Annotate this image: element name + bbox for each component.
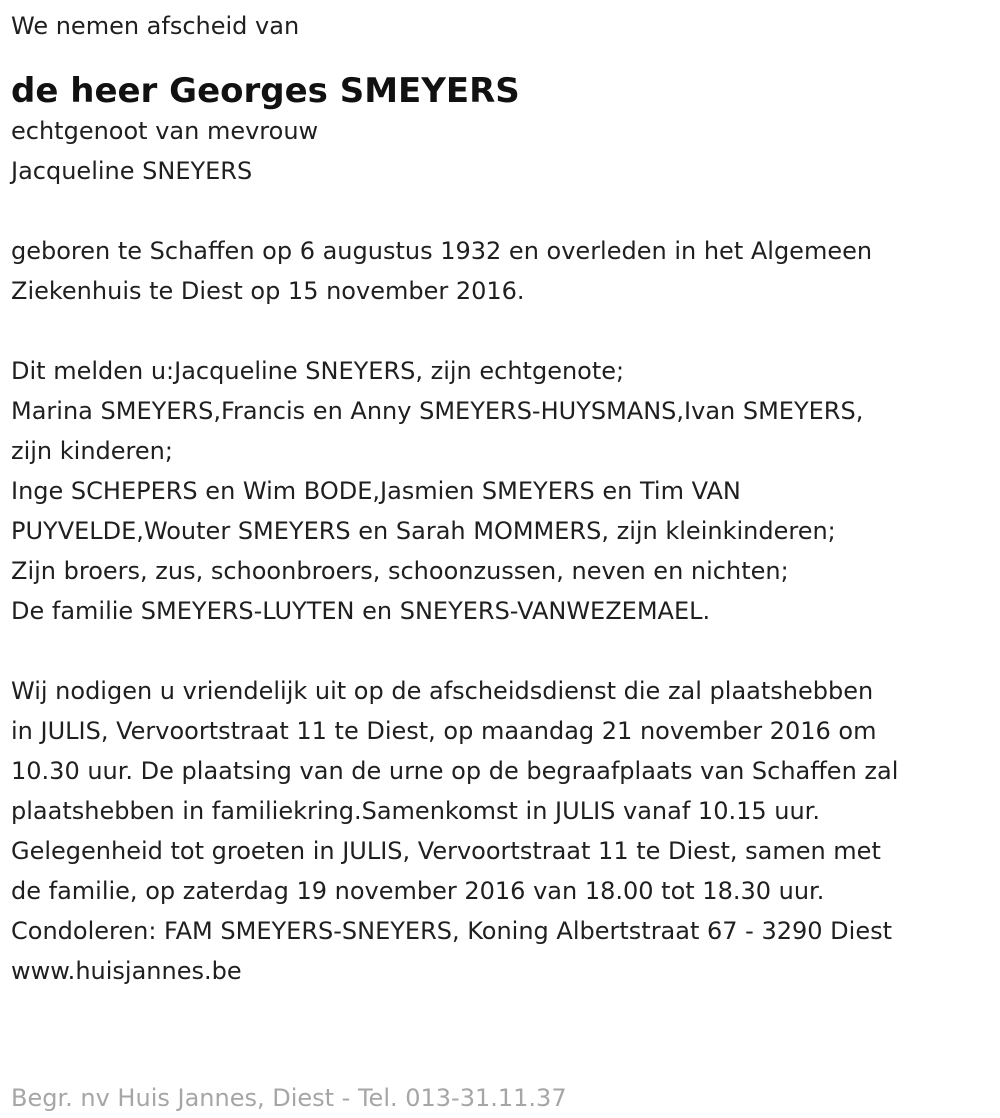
spouse-line: Jacqueline SNEYERS — [11, 157, 253, 185]
service-line: in JULIS, Vervoortstraat 11 te Diest, op maandag 21 november 2016 om — [11, 717, 877, 745]
deceased-name: de heer Georges SMEYERS — [11, 71, 520, 111]
birth-line: Ziekenhuis te Diest op 15 november 2016. — [11, 277, 525, 305]
family-line: De familie SMEYERS-LUYTEN en SNEYERS-VANWEZEMAEL. — [11, 597, 711, 625]
family-line: Marina SMEYERS,Francis en Anny SMEYERS-HUYSMANS,Ivan SMEYERS, — [11, 397, 864, 425]
spacer — [11, 631, 990, 671]
service-line: de familie, op zaterdag 19 november 2016 van 18.00 tot 18.30 uur. — [11, 877, 825, 905]
website-line: www.huisjannes.be — [11, 957, 242, 985]
service-line: Gelegenheid tot groeten in JULIS, Vervoortstraat 11 te Diest, samen met — [11, 837, 881, 865]
family-line: Dit melden u:Jacqueline SNEYERS, zijn echtgenote; — [11, 357, 625, 385]
family-line: PUYVELDE,Wouter SMEYERS en Sarah MOMMERS, zijn kleinkinderen; — [11, 517, 836, 545]
intro-text: We nemen afscheid van — [11, 12, 300, 40]
birth-line: geboren te Schaffen op 6 augustus 1932 en overleden in het Algemeen — [11, 237, 873, 265]
family-line: Inge SCHEPERS en Wim BODE,Jasmien SMEYERS en Tim VAN — [11, 477, 741, 505]
service-line: Condoleren: FAM SMEYERS-SNEYERS, Koning Albertstraat 67 - 3290 Diest — [11, 917, 893, 945]
service-line: plaatshebben in familiekring.Samenkomst in JULIS vanaf 10.15 uur. — [11, 797, 820, 825]
family-line: Zijn broers, zus, schoonbroers, schoonzussen, neven en nichten; — [11, 557, 789, 585]
service-line: Wij nodigen u vriendelijk uit op de afscheidsdienst die zal plaatshebben — [11, 677, 874, 705]
spacer — [11, 191, 990, 231]
spacer — [11, 311, 990, 351]
family-line: zijn kinderen; — [11, 437, 173, 465]
funeral-home-footer: Begr. nv Huis Jannes, Diest - Tel. 013-31.11.37 — [11, 1084, 567, 1112]
service-line: 10.30 uur. De plaatsing van de urne op de begraafplaats van Schaffen zal — [11, 757, 899, 785]
spouse-line: echtgenoot van mevrouw — [11, 117, 319, 145]
